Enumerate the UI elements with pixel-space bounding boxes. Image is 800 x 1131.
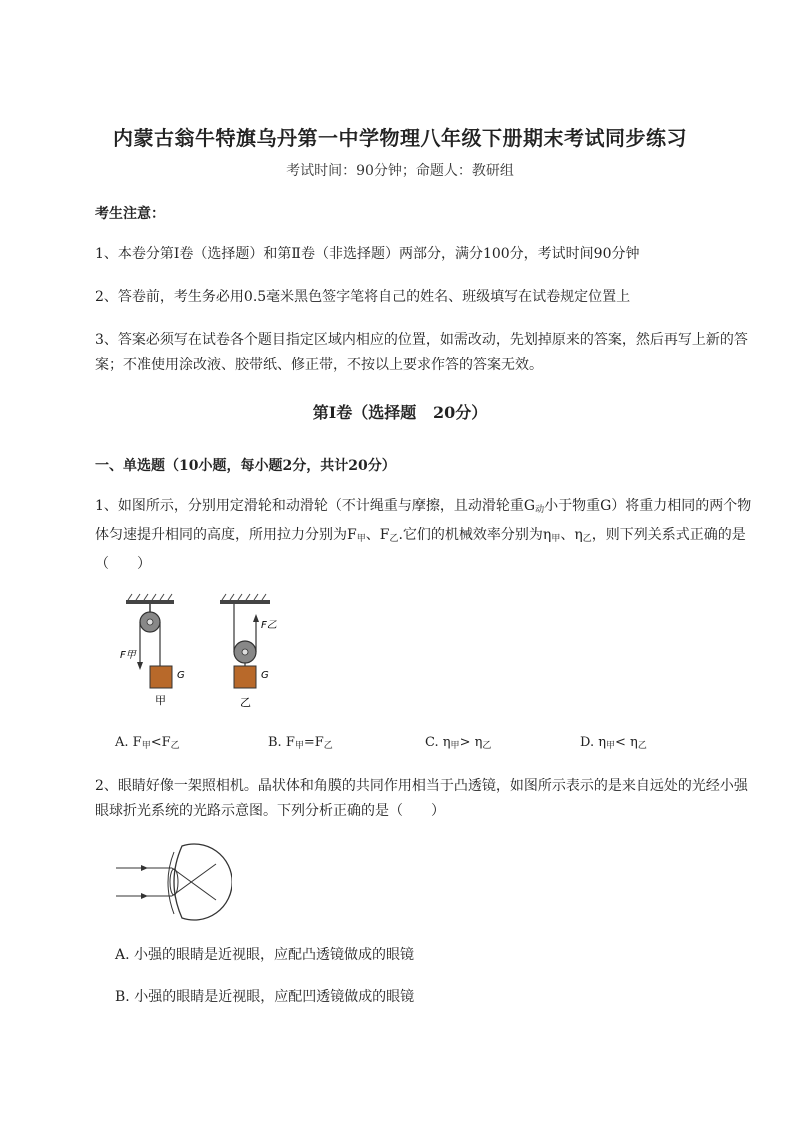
notice-item-2: 2、答卷前，考生务必用0.5毫米黑色签字笔将自己的姓名、班级填写在试卷规定位置上 — [95, 289, 631, 305]
q1-text-a: 1、如图所示，分别用定滑轮和动滑轮（不计绳重与摩擦，且动滑轮重G — [95, 498, 536, 514]
q1-option-a[interactable] — [115, 735, 180, 751]
page-title: 内蒙古翁牛特旗乌丹第一中学物理八年级下册期末考试同步练习 — [113, 126, 687, 150]
notice-item-3: 3、答案必须写在试卷各个题目指定区域内相应的位置，如需改动，先划掉原来的答案，然后再写上新的答案；不准使用涂改液、胶带纸、修正带，不按以上要求作答的答案无效。 — [95, 332, 748, 373]
ceiling-right — [220, 594, 270, 604]
label-f-yi: F乙 — [261, 620, 277, 631]
opt-b-sub2: 乙 — [323, 741, 333, 751]
q1-sub-jia-2: 甲 — [551, 534, 561, 544]
opt-d-mid: < η — [615, 735, 638, 750]
opt-c-sub1: 甲 — [450, 741, 460, 751]
q1-sep2: 、η — [560, 527, 583, 543]
q1-sub-dong: 动 — [535, 505, 545, 515]
ceiling-left — [126, 594, 174, 604]
q1-option-c[interactable] — [425, 735, 491, 751]
q1-text-c: .它们的机械效率分别为η — [398, 527, 552, 543]
section-title: 第I卷（选择题 20分） — [312, 403, 488, 422]
opt-b-mid: =F — [303, 735, 324, 750]
opt-c-pre: C. η — [425, 735, 451, 750]
q1-sub-jia: 甲 — [356, 534, 366, 544]
eye-figure — [112, 838, 232, 928]
label-g-jia: G — [177, 670, 185, 681]
notice-heading: 考生注意： — [95, 206, 165, 222]
opt-a-sub2: 乙 — [170, 741, 180, 751]
q1-sep1: 、F — [365, 527, 390, 543]
part-heading: 一、单选题（10小题，每小题2分，共计20分） — [95, 458, 396, 474]
opt-a-mid: <F — [150, 735, 171, 750]
q2-option-b[interactable]: B. 小强的眼睛是近视眼，应配凹透镜做成的眼镜 — [115, 989, 415, 1005]
caption-jia: 甲 — [155, 694, 166, 707]
caption-yi: 乙 — [240, 696, 251, 709]
pulley-figure — [110, 590, 300, 720]
q2-option-a[interactable]: A. 小强的眼睛是近视眼，应配凸透镜做成的眼镜 — [115, 947, 415, 963]
opt-b-sub1: 甲 — [294, 741, 304, 751]
opt-d-pre: D. η — [580, 735, 607, 750]
opt-d-sub2: 乙 — [637, 741, 647, 751]
question-1 — [95, 494, 755, 577]
q1-sub-yi: 乙 — [389, 534, 399, 544]
question-2: 2、眼睛好像一架照相机。晶状体和角膜的共同作用相当于凸透镜，如图所示表示的是来自远处的光经小强眼球折光系统的光路示意图。下列分析正确的是（ ） — [95, 778, 748, 819]
opt-c-sub2: 乙 — [482, 741, 492, 751]
label-g-yi: G — [261, 670, 269, 681]
opt-c-mid: > η — [459, 735, 483, 750]
eyeball-outline — [174, 844, 232, 920]
q1-text-b: 小于物重G）将重力相同的两个物体匀速提升相同的高度，所用拉力分别为F — [95, 498, 752, 543]
opt-d-sub1: 甲 — [606, 741, 616, 751]
q1-text-d: ，则下列关系式正确的是（ ） — [95, 527, 746, 572]
weight-block-yi — [234, 666, 256, 688]
notice-item-1: 1、本卷分第I卷（选择题）和第Ⅱ卷（非选择题）两部分，满分100分，考试时间90分钟 — [95, 246, 640, 262]
opt-b-pre: B. F — [268, 735, 295, 750]
q1-sub-yi-2: 乙 — [582, 534, 592, 544]
opt-a-pre: A. F — [115, 735, 142, 750]
weight-block-jia — [150, 666, 172, 688]
opt-a-sub1: 甲 — [141, 741, 151, 751]
q1-option-b[interactable] — [268, 735, 333, 751]
q1-option-d[interactable] — [580, 735, 647, 751]
exam-info: 考试时间：90分钟；命题人：教研组 — [286, 163, 514, 179]
label-f-jia: F甲 — [120, 650, 136, 661]
